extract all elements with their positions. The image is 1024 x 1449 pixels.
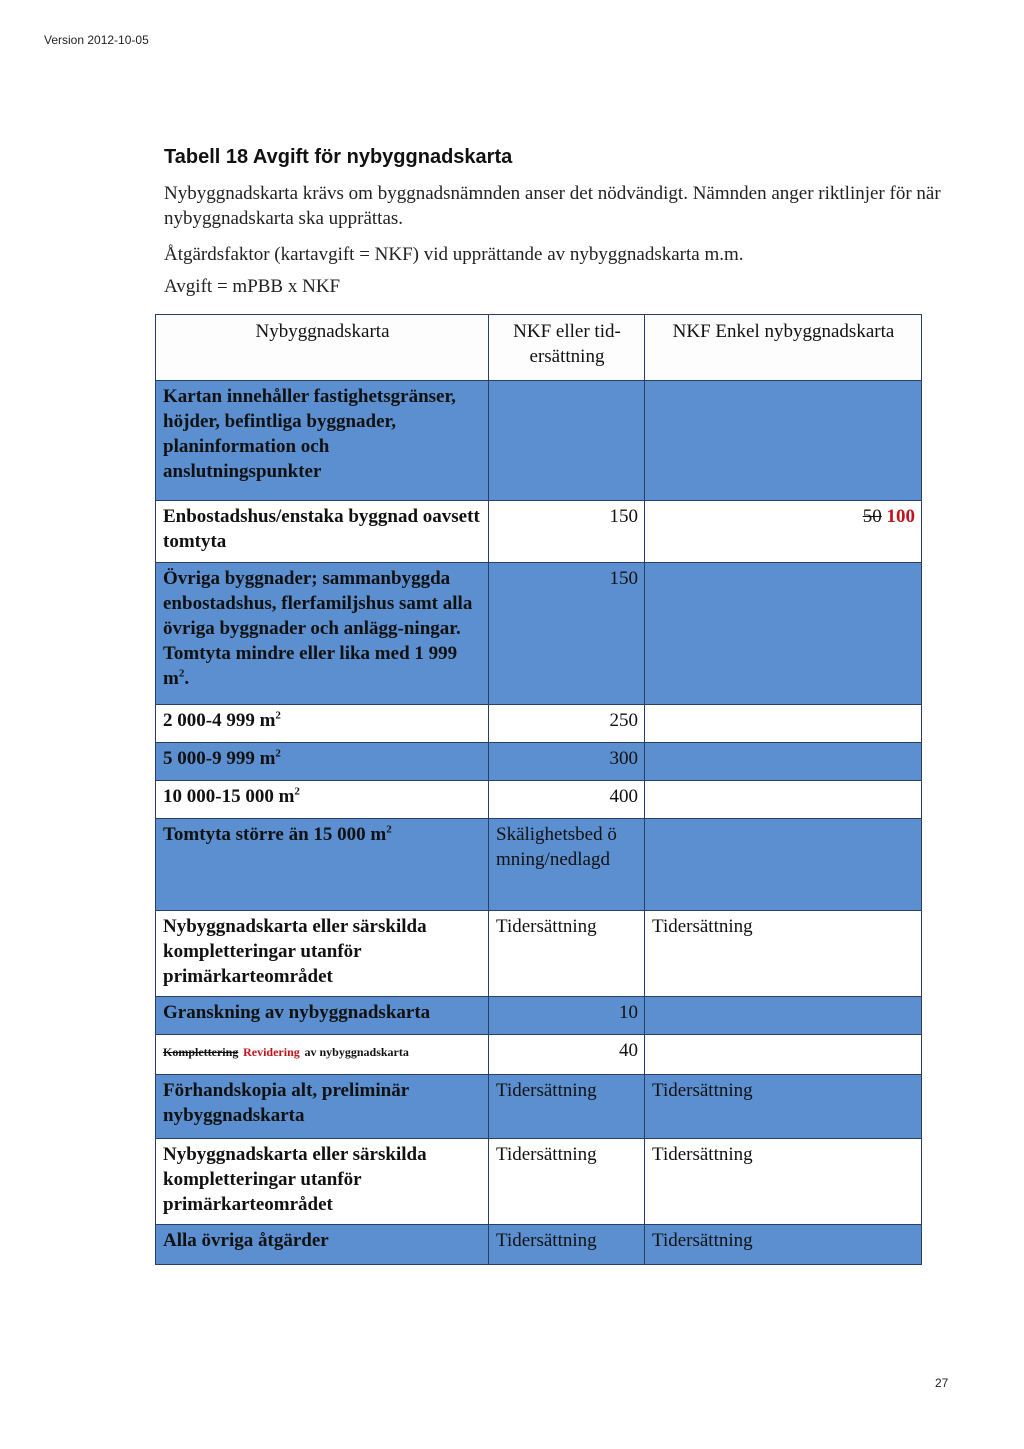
table-row [156, 705, 922, 743]
row-enkel [645, 997, 922, 1035]
enkel-new-value: 100 [886, 506, 915, 527]
row-label-text: 2 000-4 999 m [163, 710, 276, 731]
table-header-row [156, 315, 922, 381]
row-nkf: 40 [489, 1035, 645, 1075]
row-label-end: . [184, 668, 190, 689]
row-nkf: 150 [489, 501, 645, 563]
table-row [156, 781, 922, 819]
table-row [156, 1225, 922, 1265]
label-struck: Komplettering [163, 1045, 239, 1059]
page-number: 27 [935, 1376, 949, 1390]
row-nkf: 150 [489, 563, 645, 705]
row-nkf: Tidersättning [489, 911, 645, 997]
row-enkel [645, 563, 922, 705]
row-label [156, 743, 489, 781]
row-nkf: 400 [489, 781, 645, 819]
label-revision: Revidering [243, 1045, 300, 1059]
row-nkf: Tidersättning [489, 1225, 645, 1265]
row-enkel [645, 705, 922, 743]
row-label-text: 5 000-9 999 m [163, 748, 276, 769]
table-row [156, 743, 922, 781]
table-row [156, 381, 922, 501]
header-nkf: NKF eller tid-ersättning [489, 315, 645, 381]
factor-paragraph: Åtgärdsfaktor (kartavgift = NKF) vid upprättande av nybyggnadskarta m.m. [164, 244, 744, 265]
row-nkf: 250 [489, 705, 645, 743]
row-enkel: Tidersättning [645, 1225, 922, 1265]
row-label: Alla övriga åtgärder [156, 1225, 489, 1265]
label-rest: av nybyggnadskarta [304, 1045, 409, 1059]
row-label-sup: 2 [178, 667, 185, 680]
row-label-sup: 2 [275, 747, 281, 760]
row-enkel [645, 781, 922, 819]
page-title: Tabell 18 Avgift för nybyggnadskarta [164, 146, 513, 168]
fee-table [155, 314, 922, 1265]
row-enkel [645, 819, 922, 911]
table-row [156, 1035, 922, 1075]
version-label: Version 2012-10-05 [44, 33, 149, 47]
header-enkel: NKF Enkel nybyggnadskarta [645, 315, 922, 381]
formula-paragraph: Avgift = mPBB x NKF [164, 276, 341, 297]
row-nkf: Tidersättning [489, 1139, 645, 1225]
row-label: Nybyggnadskarta eller särskilda kompletteringar utanför primärkarteområdet [156, 911, 489, 997]
row-enkel: Tidersättning [645, 1075, 922, 1139]
row-label [156, 705, 489, 743]
row-label: Förhandskopia alt, preliminär nybyggnadskarta [156, 1075, 489, 1139]
row-nkf: Tidersättning [489, 1075, 645, 1139]
row-nkf: Skälighetsbed ö mning/nedlagd [489, 819, 645, 911]
table-row [156, 1139, 922, 1225]
header-nybyggnadskarta: Nybyggnadskarta [156, 315, 489, 381]
row-enkel: Tidersättning [645, 911, 922, 997]
row-label-sup: 2 [294, 785, 300, 798]
table-row [156, 997, 922, 1035]
table-row [156, 819, 922, 911]
enkel-old-value: 50 [862, 506, 882, 527]
row-label [156, 819, 489, 911]
table-row [156, 1075, 922, 1139]
row-label [156, 1035, 489, 1075]
row-label: Granskning av nybyggnadskarta [156, 997, 489, 1035]
row-label-sup: 2 [386, 823, 392, 836]
table-row [156, 501, 922, 563]
table-row [156, 911, 922, 997]
table-row [156, 563, 922, 705]
intro-paragraph: Nybyggnadskarta krävs om byggnadsnämnden anser det nödvändigt. Nämnden anger riktlinjer för när nybyggnadskarta ska upprättas. [164, 183, 941, 229]
row-label [156, 563, 489, 705]
row-enkel: Tidersättning [645, 1139, 922, 1225]
row-label-text: Tomtyta större än 15 000 m [163, 824, 387, 845]
row-label-text: 10 000-15 000 m [163, 786, 295, 807]
row-label-text: Övriga byggnader; sammanbyggda enbostadshus, flerfamiljshus samt alla övriga byggnader och anlägg-ningar. Tomtyta mindre eller lika med 1 999 m [163, 568, 473, 689]
row-label: Nybyggnadskarta eller särskilda kompletteringar utanför primärkarteområdet [156, 1139, 489, 1225]
row-nkf [489, 381, 645, 501]
row-label: Enbostadshus/enstaka byggnad oavsett tomtyta [156, 501, 489, 563]
row-enkel [645, 501, 922, 563]
row-enkel [645, 743, 922, 781]
row-label [156, 781, 489, 819]
row-label: Kartan innehåller fastighetsgränser, höjder, befintliga byggnader, planinformation och anslutningspunkter [156, 381, 489, 501]
row-nkf: 10 [489, 997, 645, 1035]
row-label-sup: 2 [275, 709, 281, 722]
row-enkel [645, 381, 922, 501]
row-enkel [645, 1035, 922, 1075]
row-nkf: 300 [489, 743, 645, 781]
